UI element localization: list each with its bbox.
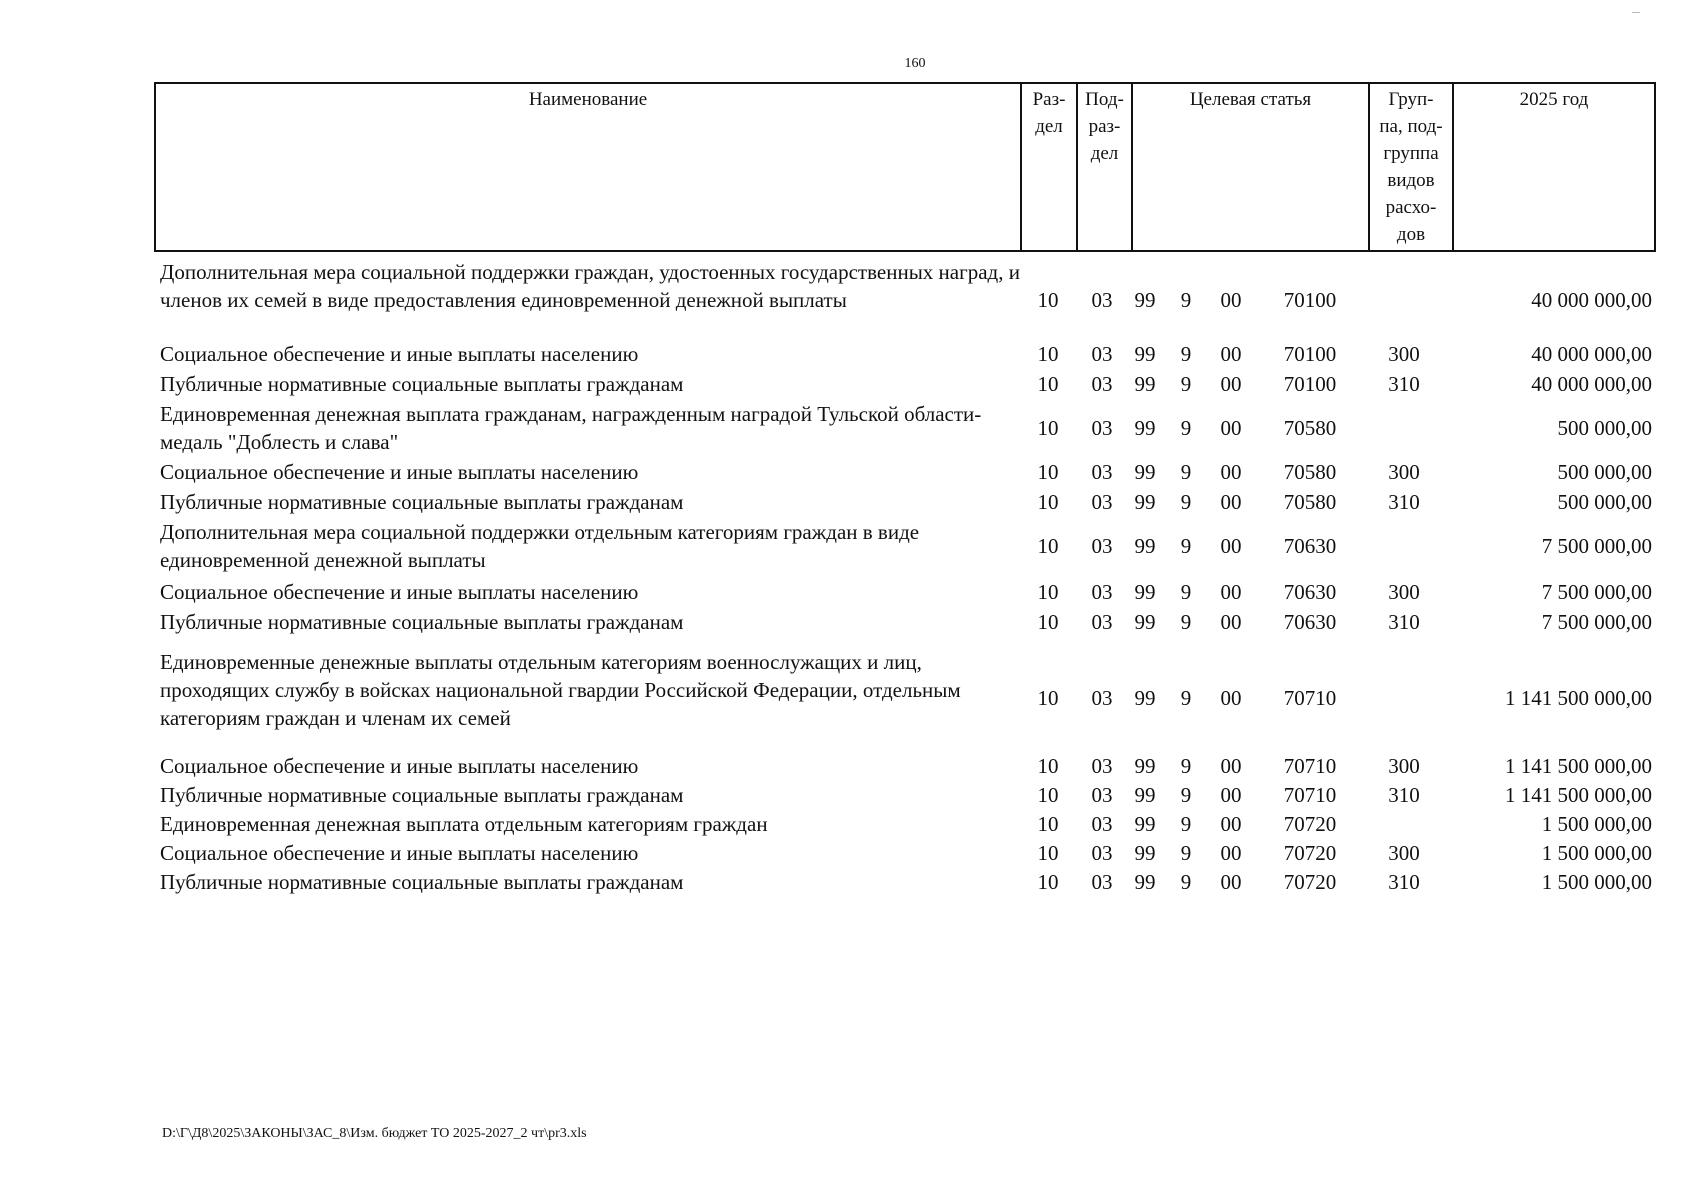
- expense-group-cell: 300: [1388, 753, 1420, 778]
- target-code-cell: 70720: [1283, 811, 1337, 836]
- header-name: Наименование: [156, 84, 1022, 250]
- header-podrazdel: Под- раз- дел: [1078, 84, 1133, 250]
- razdel-cell: 10: [1037, 811, 1059, 836]
- footer-file-path: D:\Г\Д8\2025\ЗАКОНЫ\ЗАС_8\Изм. бюджет ТО 2025-2027_2 чт\pr3.xls: [162, 1126, 587, 1141]
- header-year: 2025 год: [1519, 89, 1589, 110]
- razdel-cell: 10: [1037, 341, 1059, 366]
- expense-group-cell: 310: [1388, 609, 1420, 634]
- target-direction-cell: 00: [1220, 371, 1242, 396]
- table-row: [0, 488, 1692, 516]
- row-name: Единовременная денежная выплата отдельным категориям граждан: [160, 812, 768, 836]
- target-program-cell: 99: [1134, 753, 1156, 778]
- target-subprogram-cell: 9: [1180, 533, 1192, 558]
- amount-cell: 500 000,00: [1557, 459, 1652, 484]
- target-program-cell: 99: [1134, 840, 1156, 865]
- expense-group-cell: 310: [1388, 489, 1420, 514]
- target-code-cell: 70710: [1283, 782, 1337, 807]
- target-direction-cell: 00: [1220, 459, 1242, 484]
- podrazdel-cell: 03: [1091, 869, 1113, 894]
- target-code-cell: 70580: [1283, 459, 1337, 484]
- row-name: Социальное обеспечение и иные выплаты населению: [160, 754, 639, 778]
- target-program-cell: 99: [1134, 287, 1156, 312]
- amount-cell: 1 500 000,00: [1541, 811, 1652, 836]
- podrazdel-cell: 03: [1091, 459, 1113, 484]
- table-row: [0, 810, 1692, 838]
- row-name: Единовременная денежная выплата гражданам, награжденным наградой Тульской области-медаль "Доблесть и слава": [160, 402, 982, 454]
- header-razdel: Раз- дел: [1022, 84, 1078, 250]
- target-direction-cell: 00: [1220, 753, 1242, 778]
- target-subprogram-cell: 9: [1180, 371, 1192, 396]
- expense-group-cell: 310: [1388, 371, 1420, 396]
- target-code-cell: 70630: [1283, 609, 1337, 634]
- target-program-cell: 99: [1134, 685, 1156, 710]
- table-row: [0, 340, 1692, 368]
- expense-group-cell: 310: [1388, 869, 1420, 894]
- expense-group-cell: [1362, 518, 1446, 574]
- target-program-cell: 99: [1134, 782, 1156, 807]
- target-program-cell: 99: [1134, 609, 1156, 634]
- razdel-cell: 10: [1037, 579, 1059, 604]
- table-row: [0, 648, 1692, 748]
- razdel-cell: 10: [1037, 371, 1059, 396]
- target-program-cell: 99: [1134, 489, 1156, 514]
- target-subprogram-cell: 9: [1180, 811, 1192, 836]
- target-direction-cell: 00: [1220, 287, 1242, 312]
- row-name: Единовременные денежные выплаты отдельным категориям военнослужащих и лиц, проходящих службу в войсках национальной гвардии Российской Федерации, отдельным категориям граждан и членам их семей: [160, 650, 961, 730]
- target-direction-cell: 00: [1220, 782, 1242, 807]
- target-subprogram-cell: 9: [1180, 287, 1192, 312]
- target-program-cell: 99: [1134, 371, 1156, 396]
- table-row: [0, 781, 1692, 809]
- amount-cell: 7 500 000,00: [1541, 533, 1652, 558]
- target-subprogram-cell: 9: [1180, 489, 1192, 514]
- amount-cell: 1 500 000,00: [1541, 869, 1652, 894]
- target-direction-cell: 00: [1220, 811, 1242, 836]
- table-row: [0, 608, 1692, 636]
- amount-cell: 7 500 000,00: [1541, 579, 1652, 604]
- table-row: [0, 839, 1692, 867]
- podrazdel-cell: 03: [1091, 685, 1113, 710]
- row-name: Социальное обеспечение и иные выплаты населению: [160, 580, 639, 604]
- razdel-cell: 10: [1037, 609, 1059, 634]
- podrazdel-cell: 03: [1091, 341, 1113, 366]
- expense-group-cell: 300: [1388, 840, 1420, 865]
- target-subprogram-cell: 9: [1180, 341, 1192, 366]
- razdel-cell: 10: [1037, 685, 1059, 710]
- row-name: Социальное обеспечение и иные выплаты населению: [160, 841, 639, 865]
- row-name: Публичные нормативные социальные выплаты гражданам: [160, 610, 684, 634]
- amount-cell: 40 000 000,00: [1531, 371, 1652, 396]
- table-row: [0, 258, 1692, 342]
- razdel-cell: 10: [1037, 533, 1059, 558]
- podrazdel-cell: 03: [1091, 782, 1113, 807]
- target-direction-cell: 00: [1220, 415, 1242, 440]
- razdel-cell: 10: [1037, 840, 1059, 865]
- target-direction-cell: 00: [1220, 579, 1242, 604]
- target-direction-cell: 00: [1220, 489, 1242, 514]
- target-direction-cell: 00: [1220, 685, 1242, 710]
- amount-cell: 40 000 000,00: [1531, 287, 1652, 312]
- razdel-cell: 10: [1037, 869, 1059, 894]
- razdel-cell: 10: [1037, 415, 1059, 440]
- podrazdel-cell: 03: [1091, 753, 1113, 778]
- target-code-cell: 70100: [1283, 371, 1337, 396]
- target-code-cell: 70720: [1283, 840, 1337, 865]
- podrazdel-cell: 03: [1091, 371, 1113, 396]
- table-row: [0, 752, 1692, 780]
- table-row: [0, 370, 1692, 398]
- row-name: Публичные нормативные социальные выплаты гражданам: [160, 783, 684, 807]
- amount-cell: 1 141 500 000,00: [1505, 685, 1652, 710]
- target-subprogram-cell: 9: [1180, 459, 1192, 484]
- table-row: [0, 458, 1692, 486]
- header-target-article: Целевая статья: [1133, 84, 1370, 250]
- target-code-cell: 70630: [1283, 533, 1337, 558]
- target-program-cell: 99: [1134, 459, 1156, 484]
- table-row: [0, 578, 1692, 606]
- target-subprogram-cell: 9: [1180, 685, 1192, 710]
- table-row: [0, 868, 1692, 896]
- row-name: Дополнительная мера социальной поддержки граждан, удостоенных государственных наград, и членов их семей в виде предоставления единовременной денежной выплаты: [160, 260, 1020, 312]
- row-name: Публичные нормативные социальные выплаты гражданам: [160, 372, 684, 396]
- podrazdel-cell: 03: [1091, 533, 1113, 558]
- razdel-cell: 10: [1037, 489, 1059, 514]
- target-code-cell: 70720: [1283, 869, 1337, 894]
- page-number-text: 160: [904, 56, 926, 71]
- row-name: Публичные нормативные социальные выплаты гражданам: [160, 870, 684, 894]
- amount-cell: 500 000,00: [1557, 415, 1652, 440]
- podrazdel-cell: 03: [1091, 840, 1113, 865]
- target-program-cell: 99: [1134, 811, 1156, 836]
- target-code-cell: 70580: [1283, 415, 1337, 440]
- podrazdel-cell: 03: [1091, 811, 1113, 836]
- target-code-cell: 70710: [1283, 753, 1337, 778]
- expense-group-cell: 300: [1388, 459, 1420, 484]
- target-program-cell: 99: [1134, 579, 1156, 604]
- target-subprogram-cell: 9: [1180, 782, 1192, 807]
- target-program-cell: 99: [1134, 415, 1156, 440]
- razdel-cell: 10: [1037, 753, 1059, 778]
- target-program-cell: 99: [1134, 869, 1156, 894]
- razdel-cell: 10: [1037, 287, 1059, 312]
- podrazdel-cell: 03: [1091, 579, 1113, 604]
- amount-cell: 1 141 500 000,00: [1505, 782, 1652, 807]
- target-subprogram-cell: 9: [1180, 753, 1192, 778]
- expense-group-cell: 300: [1388, 341, 1420, 366]
- target-program-cell: 99: [1134, 341, 1156, 366]
- target-code-cell: 70100: [1283, 341, 1337, 366]
- podrazdel-cell: 03: [1091, 415, 1113, 440]
- target-subprogram-cell: 9: [1180, 869, 1192, 894]
- expense-group-cell: 300: [1388, 579, 1420, 604]
- target-direction-cell: 00: [1220, 869, 1242, 894]
- expense-group-cell: [1362, 400, 1446, 456]
- table-row: [0, 400, 1692, 456]
- table-row: [0, 518, 1692, 574]
- target-code-cell: 70710: [1283, 685, 1337, 710]
- amount-cell: 1 500 000,00: [1541, 840, 1652, 865]
- expense-group-cell: [1362, 648, 1446, 748]
- row-name: Социальное обеспечение и иные выплаты населению: [160, 342, 639, 366]
- target-direction-cell: 00: [1220, 609, 1242, 634]
- target-program-cell: 99: [1134, 533, 1156, 558]
- amount-cell: 1 141 500 000,00: [1505, 753, 1652, 778]
- target-subprogram-cell: 9: [1180, 840, 1192, 865]
- target-code-cell: 70100: [1283, 287, 1337, 312]
- header-expense-group: Груп- па, под- группа видов расхо- дов: [1370, 84, 1454, 250]
- amount-cell: 7 500 000,00: [1541, 609, 1652, 634]
- podrazdel-cell: 03: [1091, 609, 1113, 634]
- razdel-cell: 10: [1037, 782, 1059, 807]
- podrazdel-cell: 03: [1091, 287, 1113, 312]
- target-direction-cell: 00: [1220, 341, 1242, 366]
- expense-group-cell: 310: [1388, 782, 1420, 807]
- amount-cell: 500 000,00: [1557, 489, 1652, 514]
- podrazdel-cell: 03: [1091, 489, 1113, 514]
- target-code-cell: 70580: [1283, 489, 1337, 514]
- razdel-cell: 10: [1037, 459, 1059, 484]
- target-subprogram-cell: 9: [1180, 415, 1192, 440]
- row-name: Публичные нормативные социальные выплаты гражданам: [160, 490, 684, 514]
- target-code-cell: 70630: [1283, 579, 1337, 604]
- target-direction-cell: 00: [1220, 840, 1242, 865]
- target-direction-cell: 00: [1220, 533, 1242, 558]
- row-name: Дополнительная мера социальной поддержки отдельным категориям граждан в виде единовременной денежной выплаты: [160, 520, 920, 572]
- expense-group-cell: [1362, 258, 1446, 342]
- row-name: Социальное обеспечение и иные выплаты населению: [160, 460, 639, 484]
- target-subprogram-cell: 9: [1180, 609, 1192, 634]
- target-subprogram-cell: 9: [1180, 579, 1192, 604]
- expense-group-cell: [1362, 810, 1446, 838]
- amount-cell: 40 000 000,00: [1531, 341, 1652, 366]
